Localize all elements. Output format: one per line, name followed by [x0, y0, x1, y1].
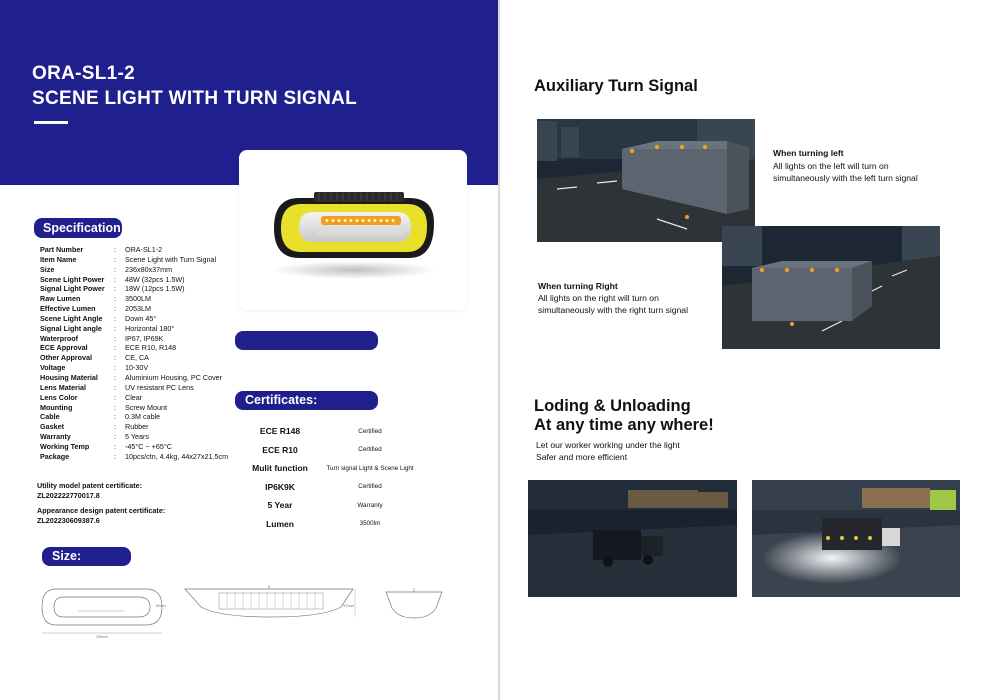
spec-colon: : — [114, 363, 116, 373]
certificate-status: Warranty — [357, 501, 383, 509]
certificate-row — [240, 496, 420, 515]
spec-colon: : — [114, 451, 116, 461]
spec-colon: : — [114, 294, 116, 304]
scene-light-product-image — [269, 178, 439, 283]
spec-colon: : — [114, 333, 116, 343]
spec-label: Warranty — [40, 432, 71, 442]
spec-label: ECE Approval — [40, 343, 88, 353]
spec-row — [40, 324, 228, 334]
utility-patent-number: ZL202222770017.8 — [37, 491, 100, 500]
loading-dark-scene-image — [528, 480, 737, 597]
certificate-name: Lumen — [266, 518, 294, 529]
size-heading: Size: — [42, 547, 131, 566]
spec-colon: : — [114, 254, 116, 264]
spec-row — [40, 255, 228, 265]
utility-patent-label: Utility model patent certificate: — [37, 481, 143, 490]
height-dimension: 37mm — [343, 603, 355, 608]
spec-row — [40, 284, 228, 294]
spec-colon: : — [114, 304, 116, 314]
auxiliary-turn-signal-heading: Auxiliary Turn Signal — [534, 77, 698, 95]
spec-label: Package — [40, 451, 70, 461]
spec-value: Rubber — [125, 422, 149, 432]
spec-row — [40, 334, 228, 344]
spec-label: Cable — [40, 412, 60, 422]
spec-colon: : — [114, 323, 116, 333]
spec-value: Clear — [125, 392, 143, 402]
spec-value: 5 Years — [125, 432, 149, 442]
spec-row — [40, 363, 228, 373]
design-patent-number: ZL202230609387.6 — [37, 516, 100, 525]
spec-value: 2053LM — [125, 304, 151, 314]
spec-row — [40, 383, 228, 393]
spec-colon: : — [114, 392, 116, 402]
spec-row — [40, 304, 228, 314]
left-turn-caption-title: When turning left — [773, 148, 844, 158]
spec-value: Screw Mount — [125, 402, 167, 412]
certificate-name: Mulit function — [252, 463, 308, 474]
spec-value: 236x80x37mm — [125, 264, 173, 274]
spec-colon: : — [114, 422, 116, 432]
spec-value: Horizontal 180° — [125, 323, 175, 333]
spec-label: Part Number — [40, 245, 84, 254]
width-dimension: 80mm — [156, 604, 166, 608]
spec-row — [40, 353, 228, 363]
certificate-row — [240, 459, 420, 478]
loading-description — [536, 440, 680, 463]
spec-value: 10pcs/ctn, 4.4kg, 44x27x21.5cm — [125, 451, 229, 461]
certificate-status: Certified — [358, 446, 382, 454]
certificate-status: Certified — [358, 427, 382, 435]
spec-colon: : — [114, 412, 116, 422]
length-dimension: 236mm — [96, 635, 108, 639]
certificate-name: ECE R10 — [262, 444, 298, 455]
spec-row — [40, 452, 228, 462]
spec-row — [40, 245, 228, 255]
spec-colon: : — [114, 382, 116, 392]
spec-colon: : — [114, 353, 116, 363]
title-underline — [34, 121, 68, 124]
specification-table — [40, 245, 228, 462]
certificates-heading: Certificates: — [235, 391, 378, 410]
spec-row — [40, 432, 228, 442]
loading-lit-scene-image — [752, 480, 960, 597]
spec-label: Voltage — [40, 363, 66, 373]
spec-label: Effective Lumen — [40, 304, 96, 314]
spec-value: UV resistant PC Lens — [125, 382, 194, 392]
spec-row — [40, 422, 228, 432]
loading-description-line2: Safer and more efficient — [536, 451, 628, 462]
spec-value: 48W (32pcs 1.5W) — [125, 274, 185, 284]
spec-colon: : — [114, 245, 116, 254]
loading-heading-line1: Loding & Unloading — [534, 397, 691, 415]
certificate-row — [240, 441, 420, 460]
spec-label: Mounting — [40, 402, 73, 412]
left-turn-caption-text: All lights on the left will turn on simultaneously with the left turn signal — [773, 161, 918, 183]
spec-value: Aluminium Housing, PC Cover — [125, 372, 223, 382]
product-photo-card — [239, 150, 467, 310]
spec-label: Signal Light Power — [40, 284, 105, 294]
spec-value: ECE R10, R148 — [125, 343, 177, 353]
spec-label: Lens Color — [40, 392, 78, 402]
spec-value: Scene Light with Turn Signal — [125, 254, 217, 264]
spec-label: Raw Lumen — [40, 294, 81, 304]
spec-row — [40, 314, 228, 324]
left-turn-scene-image — [537, 119, 755, 242]
certificate-name: 5 Year — [267, 500, 293, 511]
certificate-row — [240, 422, 420, 441]
design-patent-label: Appearance design patent certificate: — [37, 506, 166, 515]
certificate-row — [240, 515, 420, 534]
product-name-title: SCENE LIGHT WITH TURN SIGNAL — [32, 88, 358, 109]
spec-colon: : — [114, 264, 116, 274]
design-patent — [37, 506, 165, 526]
spec-colon: : — [114, 274, 116, 284]
spec-value: -45°C ~ +65°C — [125, 441, 172, 451]
certificate-name: ECE R148 — [259, 426, 301, 437]
spec-label: Size — [40, 264, 55, 274]
certificate-status: Turn signal Light & Scene Light — [326, 464, 414, 472]
right-turn-caption-text: All lights on the right will turn on simultaneously with the right turn signal — [538, 293, 688, 315]
right-turn-scene-image — [722, 226, 940, 349]
spec-row — [40, 294, 228, 304]
specification-heading: Specification: — [34, 218, 122, 238]
spec-label: Housing Material — [40, 372, 98, 382]
right-turn-caption-title: When turning Right — [538, 281, 618, 291]
spec-row — [40, 393, 228, 403]
spec-colon: : — [114, 343, 116, 353]
product-code-title: ORA-SL1-2 — [32, 63, 135, 84]
spec-row — [40, 403, 228, 413]
utility-patent — [37, 481, 142, 501]
spec-label: Item Name — [40, 254, 77, 264]
spec-value: 18W (12pcs 1.5W) — [125, 284, 185, 294]
spec-row — [40, 442, 228, 452]
spec-value: ORA-SL1-2 — [125, 245, 163, 254]
certificates-table — [240, 422, 420, 533]
spec-value: 3500LM — [125, 294, 151, 304]
spec-label: Other Approval — [40, 353, 93, 363]
spec-row — [40, 343, 228, 353]
spec-label: Scene Light Angle — [40, 313, 103, 323]
spec-value: CE, CA — [125, 353, 149, 363]
side-view-drawing — [183, 585, 359, 630]
spec-row — [40, 373, 228, 383]
spec-colon: : — [114, 284, 116, 294]
spec-row — [40, 265, 228, 275]
spec-label: Gasket — [40, 422, 64, 432]
spec-value: Down 45° — [125, 313, 157, 323]
certificate-row — [240, 478, 420, 497]
spec-label: Signal Light angle — [40, 323, 102, 333]
spec-colon: : — [114, 432, 116, 442]
certificate-status: Certified — [358, 483, 382, 491]
end-view-drawing — [382, 588, 446, 626]
certificate-status: 3500lm — [359, 520, 381, 528]
spec-label: Lens Material — [40, 382, 86, 392]
certificate-name: IP6K9K — [265, 481, 295, 492]
spec-value: 10-30V — [125, 363, 149, 373]
spec-value: IP67, IP69K — [125, 333, 164, 343]
spec-row — [40, 412, 228, 422]
front-view-drawing — [38, 583, 168, 639]
loading-description-line1: Let our worker working under the light — [536, 440, 680, 450]
spec-label: Scene Light Power — [40, 274, 105, 284]
spec-label: Working Temp — [40, 441, 90, 451]
blank-heading-bar — [235, 331, 378, 350]
loading-heading-line2: At any time any where! — [534, 416, 714, 434]
spec-colon: : — [114, 441, 116, 451]
spec-value: 0.3M cable — [125, 412, 161, 422]
spec-colon: : — [114, 402, 116, 412]
spec-colon: : — [114, 313, 116, 323]
spec-row — [40, 275, 228, 285]
spec-label: Waterproof — [40, 333, 79, 343]
spec-colon: : — [114, 372, 116, 382]
